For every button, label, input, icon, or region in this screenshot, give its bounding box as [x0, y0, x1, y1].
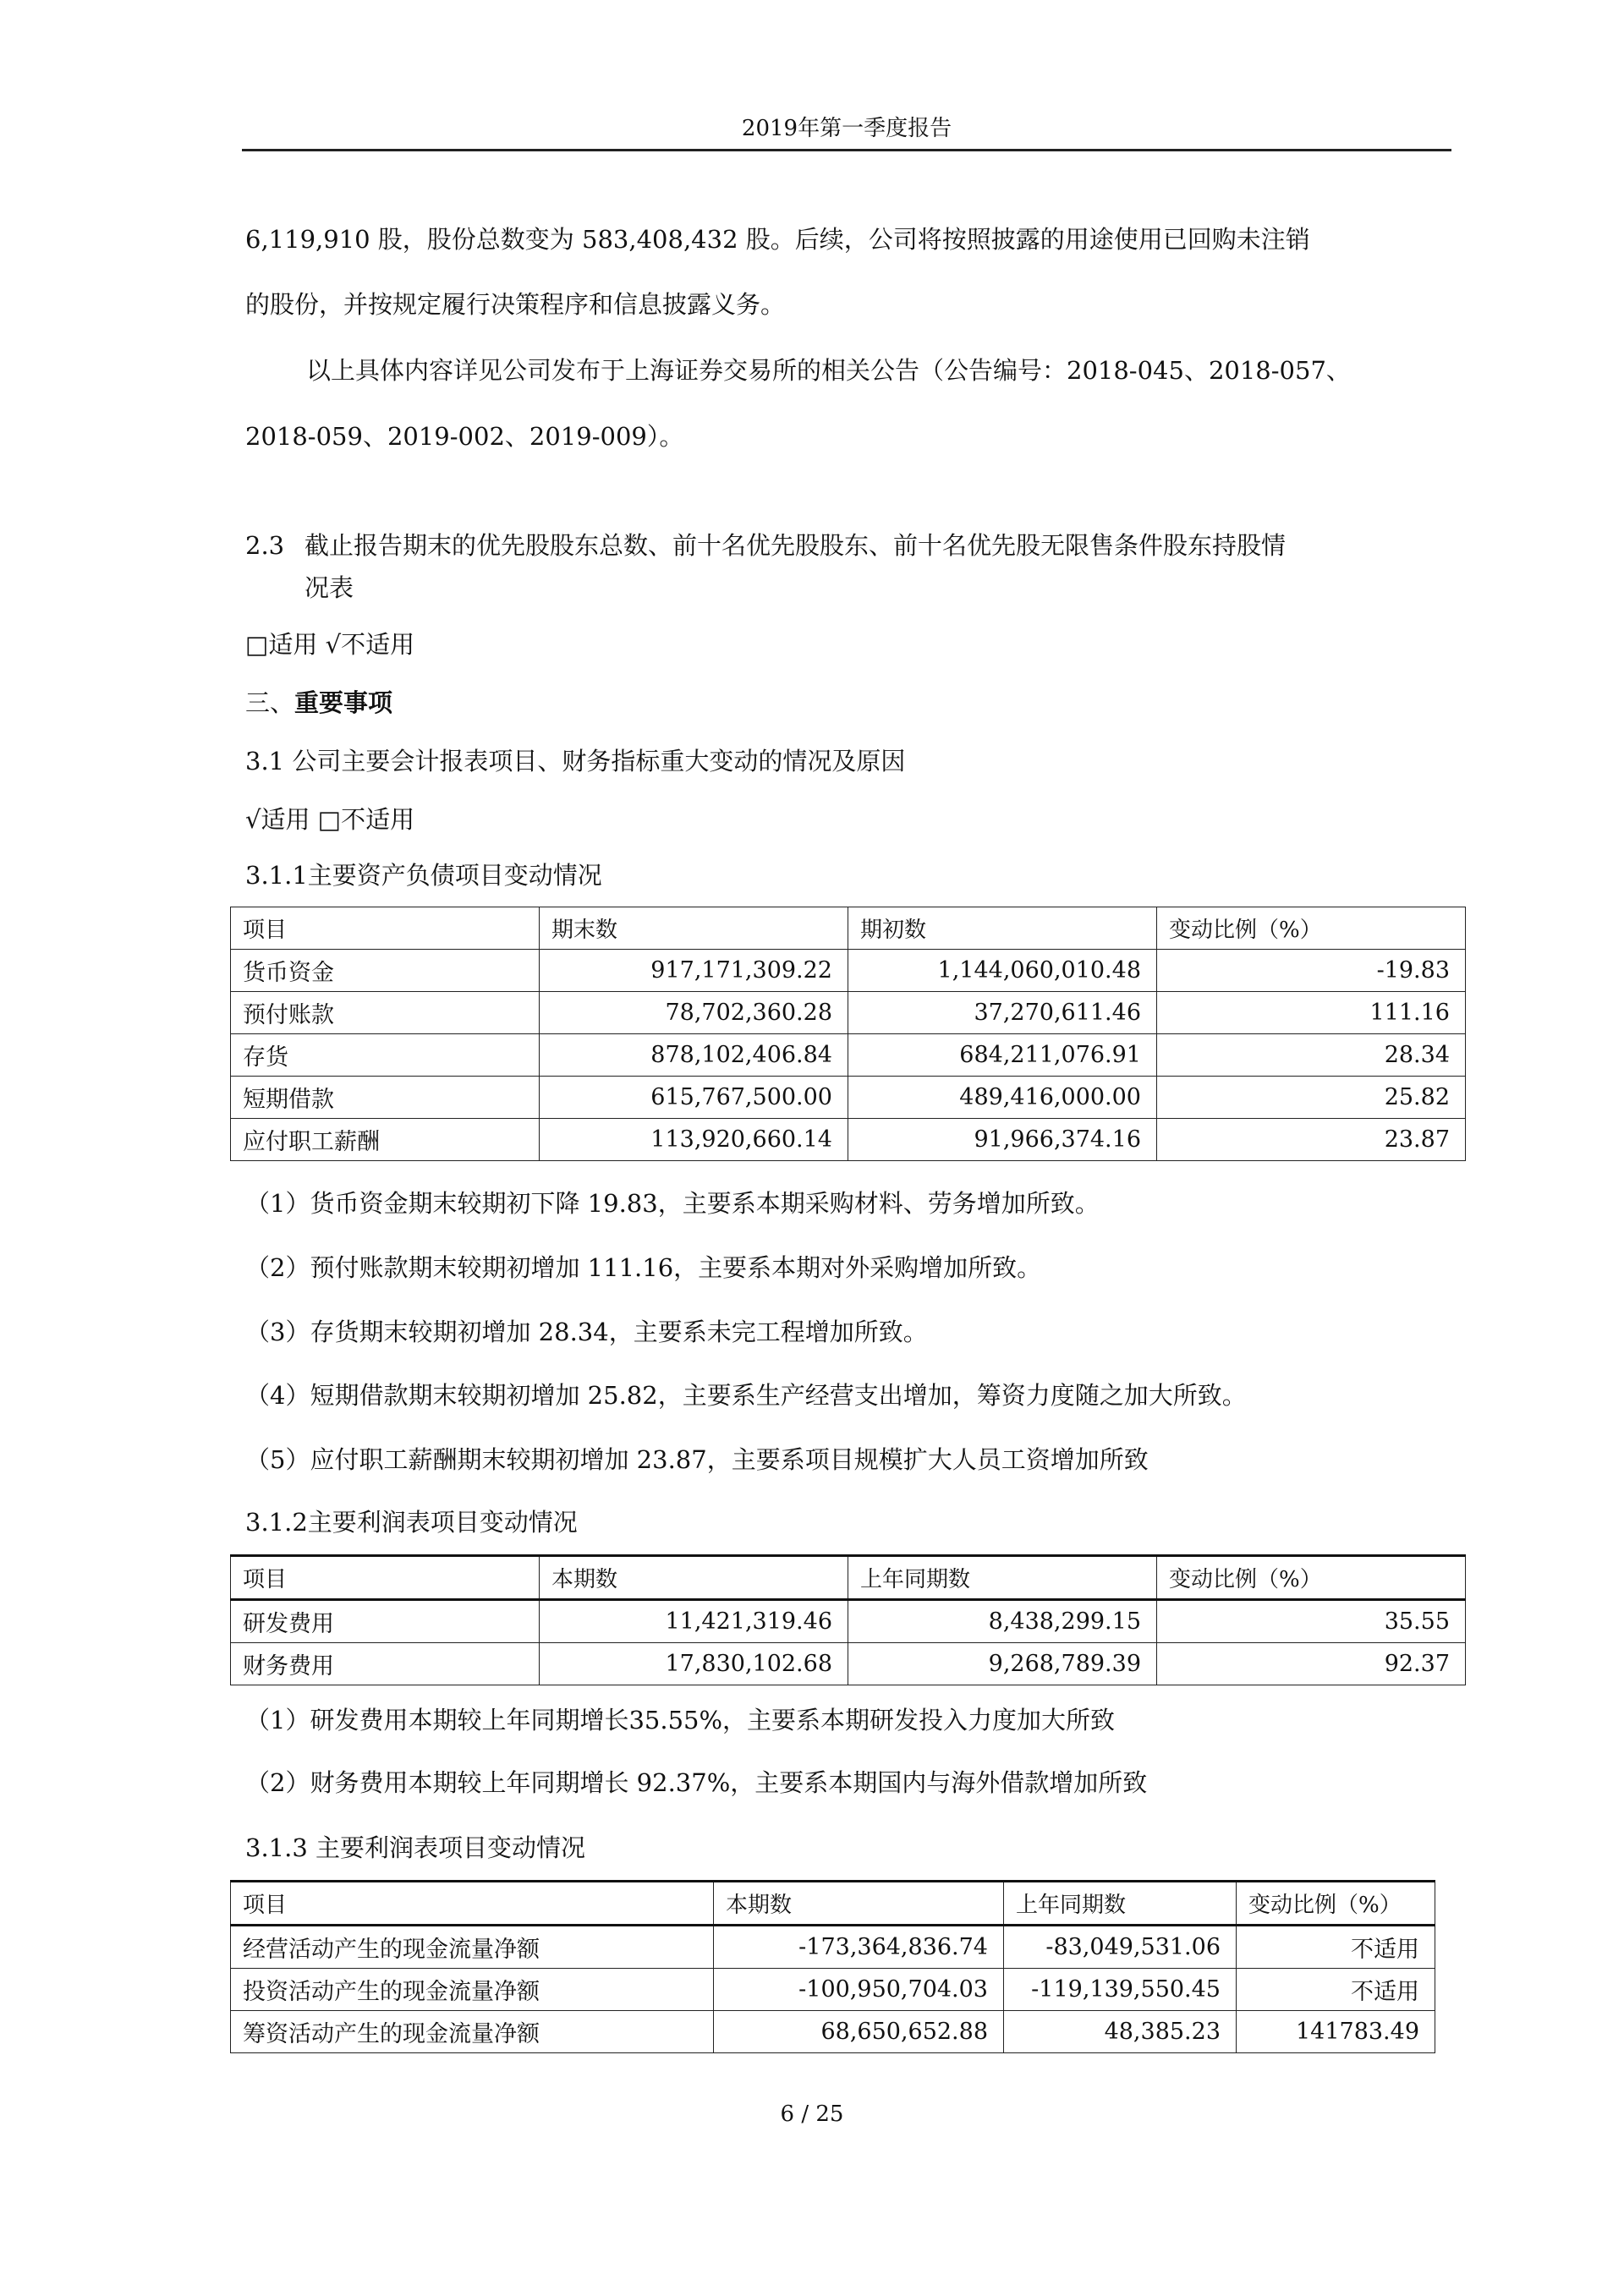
table2-note: （1）研发费用本期较上年同期增长35.55%，主要系本期研发投入力度加大所致 — [245, 1706, 1116, 1734]
item-cell: 研发费用 — [231, 1600, 540, 1643]
table-row — [231, 950, 1466, 992]
value-cell: 11,421,319.46 — [540, 1600, 848, 1643]
value-cell: 684,211,076.91 — [848, 1034, 1157, 1077]
value-cell: 91,966,374.16 — [848, 1119, 1157, 1161]
column-header: 变动比例（%） — [1157, 907, 1466, 950]
column-header: 本期数 — [714, 1882, 1004, 1926]
table1-title: 3.1.1主要资产负债项目变动情况 — [245, 861, 602, 890]
table-row — [231, 1077, 1466, 1119]
value-cell: 917,171,309.22 — [540, 950, 848, 992]
value-cell: -173,364,836.74 — [714, 1926, 1004, 1969]
value-cell: -119,139,550.45 — [1004, 1969, 1237, 2011]
column-header: 本期数 — [540, 1556, 848, 1600]
section-2-3-applicability: □适用 √不适用 — [245, 630, 415, 659]
value-cell: 1,144,060,010.48 — [848, 950, 1157, 992]
column-header: 变动比例（%） — [1157, 1556, 1466, 1600]
table-row — [231, 2011, 1435, 2053]
balance-sheet-changes-table — [230, 907, 1466, 1161]
value-cell: 25.82 — [1157, 1077, 1466, 1119]
value-cell: -83,049,531.06 — [1004, 1926, 1237, 1969]
table1-note: （2）预付账款期末较期初增加 111.16，主要系本期对外采购增加所致。 — [245, 1253, 1042, 1282]
column-header: 变动比例（%） — [1237, 1882, 1435, 1926]
value-cell: -19.83 — [1157, 950, 1466, 992]
value-cell: 28.34 — [1157, 1034, 1466, 1077]
table-row — [231, 1926, 1435, 1969]
value-cell: 不适用 — [1237, 1969, 1435, 2011]
table1-note: （1）货币资金期末较期初下降 19.83，主要系本期采购材料、劳务增加所致。 — [245, 1189, 1100, 1218]
value-cell: 35.55 — [1157, 1600, 1466, 1643]
value-cell: 68,650,652.88 — [714, 2011, 1004, 2053]
value-cell: 48,385.23 — [1004, 2011, 1237, 2053]
income-statement-changes-table — [230, 1554, 1466, 1685]
cash-flow-changes-table — [230, 1880, 1435, 2053]
table3-title: 3.1.3 主要利润表项目变动情况 — [245, 1833, 586, 1862]
table-row — [231, 1643, 1466, 1685]
value-cell: 489,416,000.00 — [848, 1077, 1157, 1119]
section-2-3-title-line1: 截止报告期末的优先股股东总数、前十名优先股股东、前十名优先股无限售条件股东持股情 — [304, 531, 1287, 560]
item-cell: 短期借款 — [231, 1077, 540, 1119]
value-cell: 878,102,406.84 — [540, 1034, 848, 1077]
item-cell: 应付职工薪酬 — [231, 1119, 540, 1161]
column-header: 项目 — [231, 1882, 714, 1926]
value-cell: 17,830,102.68 — [540, 1643, 848, 1685]
column-header: 项目 — [231, 1556, 540, 1600]
table-header-row — [231, 907, 1466, 950]
header-rule — [242, 149, 1451, 151]
paragraph-announcements-line2: 2018-059、2019-002、2019-009）。 — [245, 422, 684, 451]
column-header: 期末数 — [540, 907, 848, 950]
column-header: 项目 — [231, 907, 540, 950]
table-row — [231, 1119, 1466, 1161]
column-header: 上年同期数 — [1004, 1882, 1237, 1926]
value-cell: 615,767,500.00 — [540, 1077, 848, 1119]
table2-title: 3.1.2主要利润表项目变动情况 — [245, 1508, 578, 1537]
table1-note: （3）存货期末较期初增加 28.34，主要系未完工程增加所致。 — [245, 1318, 928, 1346]
section-2-3-title-line2: 况表 — [304, 573, 354, 602]
value-cell: -100,950,704.03 — [714, 1969, 1004, 2011]
table1-note: （4）短期借款期末较期初增加 25.82，主要系生产经营支出增加，筹资力度随之加大所致。 — [245, 1381, 1247, 1410]
value-cell: 111.16 — [1157, 992, 1466, 1034]
column-header: 上年同期数 — [848, 1556, 1157, 1600]
item-cell: 财务费用 — [231, 1643, 540, 1685]
value-cell: 37,270,611.46 — [848, 992, 1157, 1034]
table-row — [231, 992, 1466, 1034]
item-cell: 投资活动产生的现金流量净额 — [231, 1969, 714, 2011]
section-3-heading-text: 重要事项 — [294, 688, 393, 717]
value-cell: 不适用 — [1237, 1926, 1435, 1969]
value-cell: 113,920,660.14 — [540, 1119, 848, 1161]
section-3-heading — [245, 688, 392, 718]
item-cell: 筹资活动产生的现金流量净额 — [231, 2011, 714, 2053]
value-cell: 92.37 — [1157, 1643, 1466, 1685]
page-number: 6 / 25 — [780, 2101, 844, 2127]
item-cell: 预付账款 — [231, 992, 540, 1034]
table-row — [231, 1034, 1466, 1077]
table-row — [231, 1969, 1435, 2011]
report-header-title: 2019年第一季度报告 — [741, 116, 952, 141]
value-cell: 23.87 — [1157, 1119, 1466, 1161]
item-cell: 货币资金 — [231, 950, 540, 992]
table-header-row — [231, 1556, 1466, 1600]
item-cell: 经营活动产生的现金流量净额 — [231, 1926, 714, 1969]
table-row — [231, 1600, 1466, 1643]
table2-note: （2）财务费用本期较上年同期增长 92.37%，主要系本期国内与海外借款增加所致 — [245, 1768, 1148, 1797]
table-header-row — [231, 1882, 1435, 1926]
section-3-1-title: 3.1 公司主要会计报表项目、财务指标重大变动的情况及原因 — [245, 747, 906, 775]
section-3-heading-prefix: 三、 — [245, 688, 295, 717]
column-header: 期初数 — [848, 907, 1157, 950]
item-cell: 存货 — [231, 1034, 540, 1077]
value-cell: 8,438,299.15 — [848, 1600, 1157, 1643]
section-2-3-number: 2.3 — [245, 531, 285, 560]
table1-note: （5）应付职工薪酬期末较期初增加 23.87，主要系项目规模扩大人员工资增加所致 — [245, 1445, 1149, 1474]
value-cell: 9,268,789.39 — [848, 1643, 1157, 1685]
paragraph-shares-line1: 6,119,910 股，股份总数变为 583,408,432 股。后续，公司将按照披露的用途使用已回购未注销 — [245, 225, 1310, 254]
section-3-1-applicability: √适用 □不适用 — [245, 805, 415, 834]
paragraph-shares-line2: 的股份，并按规定履行决策程序和信息披露义务。 — [245, 290, 786, 319]
value-cell: 78,702,360.28 — [540, 992, 848, 1034]
value-cell: 141783.49 — [1237, 2011, 1435, 2053]
paragraph-announcements-line1: 以上具体内容详见公司发布于上海证券交易所的相关公告（公告编号：2018-045、2018-057、 — [306, 356, 1351, 385]
